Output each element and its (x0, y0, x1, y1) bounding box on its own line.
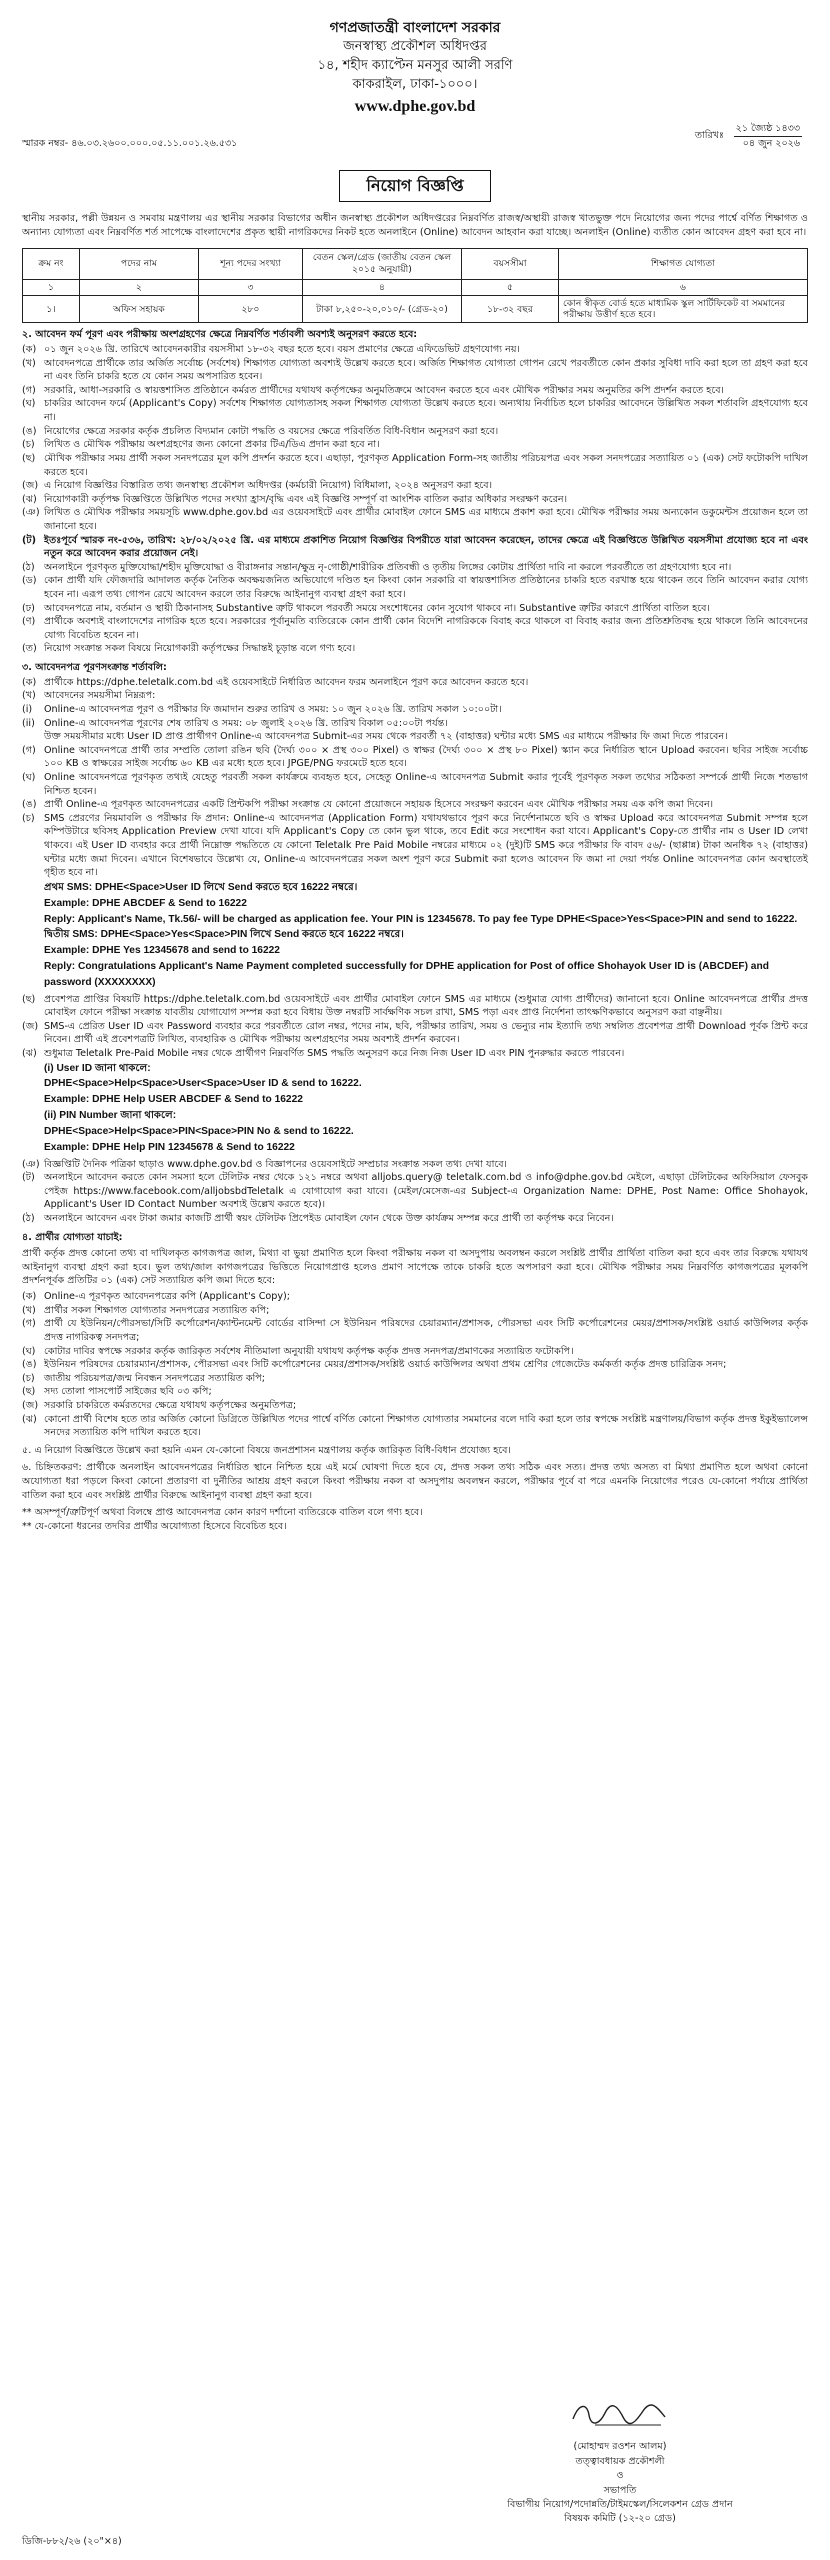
table-number-row (23, 279, 808, 295)
list-item (22, 574, 808, 601)
item-text: শুধুমাত্র Teletalk Pre-Paid Mobile নম্বর থেকে প্রার্থীগণ নিম্নবর্ণিত SMS পদ্ধতি অনুসরণ করে নিজ নিজ User ID এবং PIN পুনরুদ্ধার করতে পারবেন। (44, 1048, 625, 1060)
list-item (22, 1304, 808, 1318)
list-item (22, 438, 808, 452)
item-text: এ নিয়োগ বিজ্ঞপ্তির বিস্তারিত তথ্য জনস্বাস্থ্য প্রকৌশল অধিদপ্তর (কর্মচারী নিয়োগ) বিধিমালা, ২০২৪ অনুসরণ করা হবে। (44, 480, 493, 492)
item-number: (ঞ) (22, 1158, 40, 1170)
date-block (694, 122, 802, 150)
signature-block (470, 2395, 770, 2527)
item-number: (ঘ) (22, 1345, 36, 1357)
instruction-line: Example: DPHE ABCDEF & Send to 16222 (44, 897, 247, 909)
item-text: কোনো প্রার্থী বিশেষ হতে তার অর্জিত কোনো ডিগ্রিতে উল্লিখিত পদের পার্শ্বে বর্ণিত কোনো শিক্ষাগত যোগ্যতার সমমানের বলে দাবি করা হলে তার স্বপক্ষে সংশ্লিষ্ট মন্ত্রণালয়/বিভাগ কর্তৃক প্রদত্ত ইকুইভ্যালেন্স সনদের সত্যায়িত কপি দাখিল করতে হবে। (44, 1413, 808, 1439)
instruction-line: DPHE<Space>Help<Space>PIN<Space>PIN No & send to 16222. (44, 1125, 354, 1137)
item-text: অনলাইনে আবেদন এবং টাকা জমার কাজটি প্রার্থী স্বয়ং টেলিটক প্রিপেইড মোবাইল ফোন থেকে উক্ত কার্যক্রম সম্পন্ন করে প্রার্থী তা কর্তৃপক্ষ করে নিবেন। (44, 1212, 614, 1224)
item-text: আবেদনপত্রে প্রার্থীকে তার অর্জিত সর্বোচ্চ (সর্বশেষ) শিক্ষাগত যোগ্যতা অবশ্যই উল্লেখ করতে হবে। অর্জিত শিক্ষাগত যোগ্যতা গোপন রেখে পরবর্তীতে কোন প্রকার সুবিধা দাবি করা হলে তা গ্রহণ করা হবে না এবং তিনি চাকরি হতে যে কোন সময় অপসারিত হবেন। (44, 357, 808, 383)
list-item (22, 1020, 808, 1047)
list-item (22, 452, 808, 479)
section-4-list (22, 1290, 808, 1440)
instruction-line: DPHE<Space>Help<Space>User<Space>User ID & send to 16222. (44, 1078, 362, 1090)
cell-vacancy: ২৮০ (199, 295, 303, 322)
item-text: ইতঃপূর্বে স্মারক নং-৫৩৬, তারিখ: ২৮/০২/২০২৫ খ্রি. এর মাধ্যমে প্রকাশিত নিয়োগ বিজ্ঞপ্তির বিপরীতে যারা আবেদন করেছেন, তাদের ক্ষেত্রে এই বিজ্ঞপ্তিতে উল্লিখিত বয়সসীমা প্রযোজ্য হবে না এবং নতুন করে আবেদন করার প্রয়োজন নেই। (44, 534, 808, 560)
num-cell: ৩ (199, 279, 303, 295)
notice-title: নিয়োগ বিজ্ঞপ্তি (339, 170, 491, 202)
item-number: (ঞ) (22, 507, 40, 519)
col-age: বয়সসীমা (462, 248, 559, 279)
list-item (22, 1358, 808, 1372)
letterhead (22, 18, 808, 116)
list-item (22, 676, 808, 690)
signatory-name: (মোহাম্মদ রওশন আলম) (573, 2441, 667, 2453)
item-number: (ছ) (22, 452, 36, 464)
list-item (22, 425, 808, 439)
item-number: (ট) (22, 1172, 35, 1184)
instruction-line: Example: DPHE Help PIN 12345678 & Send to 16222 (44, 1141, 295, 1153)
item-number: (গ) (22, 744, 36, 756)
item-text: প্রার্থী যে ইউনিয়ন/পৌরসভা/সিটি কর্পোরেশন/ক্যান্টনমেন্ট বোর্ডের বাসিন্দা সে ইউনিয়ন পরিষদের চেয়ারম্যান/প্রশাসক, পৌরসভা এবং সিটি কর্পোরেশনের মেয়র/প্রশাসক/সংশ্লিষ্ট ওয়ার্ড কাউন্সিলর কর্তৃক প্রদত্ত নাগরিকত্ব সনদপত্র; (44, 1318, 808, 1343)
instruction-line: (ii) PIN Number জানা থাকলে: (44, 1110, 177, 1122)
committee-name: বিভাগীয় নিয়োগ/পদোন্নতি/টাইমস্কেল/সিলেকশন গ্রেড প্রদান (507, 2498, 733, 2510)
table-row (23, 295, 808, 322)
recovery-instructions (22, 1061, 808, 1156)
cell-serial: ১। (23, 295, 80, 322)
item-number: (ছ) (22, 1386, 36, 1398)
item-number: (জ) (22, 1399, 39, 1411)
item-text: নিয়োগকারী কর্তৃপক্ষ বিজ্ঞপ্তিতে উল্লিখিত পদের সংখ্যা হ্রাস/বৃদ্ধি এবং এই বিজ্ঞপ্তি সম্পূর্ণ বা আংশিক বাতিল করার অধিকার সংরক্ষণ করেন। (44, 493, 568, 505)
section-4-title: ৪. প্রার্থীর যোগ্যতা যাচাই: (22, 1231, 123, 1243)
signatory-and: ও (616, 2470, 624, 2482)
list-item (22, 1171, 808, 1212)
post-table (22, 248, 808, 324)
cell-qualification: কোন স্বীকৃত বোর্ড হতে মাধ্যমিক স্কুল সার্টিফিকেট বা সমমানের পরীক্ষায় উত্তীর্ণ হতে হবে। (559, 295, 808, 322)
list-item (22, 1290, 808, 1304)
num-cell: ৫ (462, 279, 559, 295)
signatory-role: সভাপতি (603, 2484, 637, 2496)
item-text: লিখিত ও মৌখিক পরীক্ষার সময়সূচি www.dphe.gov.bd এর ওয়েবসাইটে এবং প্রার্থীর মোবাইল ফোনে SMS এর মাধ্যমে প্রকাশ করা হবে। মৌখিক পরীক্ষার সময় অন্যকোন ডকুমেন্টস প্রয়োজন হলে তা জানানো হবে। (44, 507, 808, 532)
list-item (22, 1158, 808, 1172)
list-item (22, 1372, 808, 1386)
address-line-1: ১৪, শহীদ ক্যাপ্টেন মনসুর আলী সরণি (317, 58, 513, 74)
item-text: উক্ত সময়সীমার মধ্যে User ID প্রাপ্ত প্রার্থীগণ Online-এ আবেদনপত্র Submit-এর সময় থেকে পরবর্তী ৭২ (বাহাত্তর) ঘন্টার মধ্যে SMS এর মাধ্যমে পরীক্ষার ফি জমা দিতে পারবেন। (44, 731, 728, 743)
item-text: SMS প্রেরণের নিয়মাবলি ও পরীক্ষার ফি প্রদান: Online-এ আবেদনপত্র (Application Form) যথাযথভাবে পূরণ করে নির্দেশনামতে ছবি ও স্বাক্ষর Upload করে আবেদনপত্র Submit সম্পন্ন হলে কম্পিউটারে ছবিসহ Application Preview দেখা যাবে। যদি Applicant's Copy তে কোন ভুল থাকে, তবে Edit করে সংশোধন করা যাবে। Applicant's Copy-তে প্রার্থীর নাম ও User ID লেখা থাকবে। এই User ID ব্যবহার করে প্রার্থী নিম্নোক্ত পদ্ধতিতে যে কোনো Teletalk Pre Paid Mobile নম্বরের মাধ্যমে ০২ (দুই)টি SMS করে পরীক্ষার ফি বাবদ ৫৬/- (ছাপ্পান্ন) টাকা অনধিক ৭২ (বাহাত্তর) ঘন্টার মধ্যে জমা দিবেন। এখানে বিশেষভাবে উল্লেখ্য যে, Online-এ আবেদনপত্রের সকল অংশ পূরণ করে Submit করা হলেও আবেদন ফি জমা না দেয়া পর্যন্ত Online আবেদনপত্র কোন অবস্থাতেই গৃহীত হবে না। (44, 812, 808, 879)
section-3-list-3 (22, 1158, 808, 1226)
cell-post: অফিস সহায়ক (80, 295, 199, 322)
col-qualification: শিক্ষাগত যোগ্যতা (559, 248, 808, 279)
instruction-line: Reply: Applicant's Name, Tk.56/- will be charged as application fee. Your PIN is 12345678. To pay fee Type DPHE<Space>Yes<Space>PIN and send to 16222. (44, 913, 798, 925)
item-text: প্রার্থীকে অবশ্যই বাংলাদেশের নাগরিক হতে হবে। সরকারের পূর্বানুমতি ব্যতিরেকে কোন প্রার্থী কোন বিদেশি নাগরিককে বিবাহ করে থাকলে বা বিবাহ করার জন্য প্রতিশ্রুতিবদ্ধ হয়ে থাকলে তিনি আবেদনের যোগ্য বিবেচিত হবেন না। (44, 616, 808, 641)
item-text: অনলাইনে পূরণকৃত মুক্তিযোদ্ধা/শহীদ মুক্তিযোদ্ধা ও বীরাঙ্গনার সন্তান/ক্ষুদ্র নৃ-গোষ্ঠী/শারীরিক প্রতিবন্ধী ও তৃতীয় লিঙ্গের কোটায় প্রার্থিতা দাবি না করলে পরবর্তীতে তা গ্রহণযোগ্য হবে না। (44, 561, 732, 573)
col-post: পদের নাম (80, 248, 199, 279)
list-item (22, 534, 808, 561)
item-number: (ত) (22, 643, 37, 655)
committee-grade: বিষয়ক কমিটি (১২-২০ গ্রেড) (564, 2513, 676, 2525)
item-text: নিয়োগ সংক্রান্ত সকল বিষয়ে নিয়োগকারী কর্তৃপক্ষের সিদ্ধান্তই চূড়ান্ত বলে গণ্য হবে। (44, 643, 356, 655)
item-number: (ঘ) (22, 398, 36, 410)
instruction-line: Example: DPHE Help USER ABCDEF & Send to 16222 (44, 1094, 303, 1106)
instruction-line: দ্বিতীয় SMS: DPHE<Space>Yes<Space>PIN লিখে Send করতে হবে 16222 নম্বরে। (44, 929, 404, 941)
website: www.dphe.gov.bd (354, 97, 476, 115)
item-text: সরকারি চাকরিতে কর্মরতদের ক্ষেত্রে যথাযথ কর্তৃপক্ষের অনুমতিপত্র; (44, 1399, 297, 1411)
item-number: (গ) (22, 384, 36, 396)
num-cell: ৬ (559, 279, 808, 295)
item-number: (ঙ) (22, 425, 37, 437)
section-5: ৫. এ নিয়োগ বিজ্ঞপ্তিতে উল্লেখ করা হয়নি এমন যে-কোনো বিষয়ে জনপ্রশাসন মন্ত্রণালয় কর্তৃক জারিকৃত বিধি-বিধান প্রযোজ্য হবে। (22, 1444, 511, 1456)
col-vacancy: শূন্য পদের সংখ্যা (199, 248, 303, 279)
item-text: প্রার্থীর সকল শিক্ষাগত যোগ্যতার সনদপত্রের সত্যায়িত কপি; (44, 1304, 270, 1316)
list-item (22, 357, 808, 384)
item-number: (ট) (22, 534, 36, 546)
item-number: (ক) (22, 1291, 37, 1303)
item-text: Online-এ পূরণকৃত আবেদনপত্রের কপি (Applicant's Copy); (44, 1291, 291, 1303)
list-item (22, 703, 808, 717)
item-number: (ঠ) (22, 561, 35, 573)
item-text: প্রার্থীকে https://dphe.teletalk.com.bd এই ওয়েবসাইটে নির্ধারিত আবেদন ফরম অনলাইনে পূরণ করে আবেদন করতে হবে। (44, 676, 529, 688)
item-number: (জ) (22, 1020, 39, 1032)
list-item (22, 744, 808, 771)
list-item (22, 602, 808, 616)
item-number: (i) (22, 703, 33, 715)
item-text: প্রবেশপত্র প্রাপ্তির বিষয়টি https://dphe.teletalk.com.bd ওয়েবসাইটে এবং প্রার্থীর মোবাইল ফোনে SMS এর মাধ্যমে (শুধুমাত্র যোগ্য প্রার্থীদের) জানানো হবে। Online আবেদনপত্রে প্রার্থীর প্রদত্ত মোবাইল ফোনে পরীক্ষা সংক্রান্ত যাবতীয় যোগাযোগ সম্পন্ন করা হবে বিধায় উক্ত নম্বরটি সার্বক্ষণিক সচল রাখা, SMS পড়া এবং প্রাপ্ত নির্দেশনা তাৎক্ষণিকভাবে অনুসরণ করা বাঞ্ছনীয়। (44, 993, 808, 1019)
sms-instructions (22, 880, 808, 991)
list-item (22, 730, 808, 744)
list-item (22, 1399, 808, 1413)
list-item (22, 1413, 808, 1440)
note-1: ** অসম্পূর্ণ/ত্রুটিপূর্ণ অথবা বিলম্বে প্রাপ্ত আবেদনপত্র কোন কারণ দর্শানো ব্যতিরেকে বাতিল বলে গণ্য হবে। (22, 1507, 423, 1519)
list-item (22, 506, 808, 533)
date-bangla: ২১ জ্যৈষ্ঠ ১৪৩৩ (734, 122, 802, 137)
list-item (22, 642, 808, 656)
list-item (22, 812, 808, 880)
list-item (22, 343, 808, 357)
item-number: (চ) (22, 1372, 35, 1384)
footer-code: ডিজি-৮৮২/২৬ (২০"×৪) (22, 2536, 122, 2547)
item-number: (ক) (22, 344, 37, 356)
item-number: (ii) (22, 717, 35, 729)
signatory-title: তত্ত্বাবধায়ক প্রকৌশলী (575, 2455, 665, 2467)
item-text: আবেদনপত্রে নাম, বর্তমান ও স্থায়ী ঠিকানাসহ Substantive ত্রুটি থাকলে পরবর্তী সময়ে সংশোধনের কোন সুযোগ থাকবে না। Substantive ত্রুটির কারণে প্রার্থিতা বাতিল হবে। (44, 602, 710, 614)
list-item (22, 689, 808, 703)
instruction-line: প্রথম SMS: DPHE<Space>User ID লিখে Send করতে হবে 16222 নম্বরে। (44, 881, 358, 893)
cell-age: ১৮-৩২ বছর (462, 295, 559, 322)
cell-scale: টাকা ৮,২৫০-২০,০১০/- (গ্রেড-২০) (303, 295, 462, 322)
section-6: ৬. চিহ্নিতকরণ: প্রার্থীকে অনলাইন আবেদনপত্রের নির্ধারিত স্থানে নিশ্চিত হয়ে এই মর্মে ঘোষণা দিতে হবে যে, প্রদত্ত সকল তথ্য সঠিক এবং সত্য। প্রদত্ত তথ্য অসত্য বা মিথ্যা প্রমাণিত হলে অথবা কোনো অযোগ্যতা ধরা পড়লে কিংবা কোনো প্রতারণা বা দুর্নীতির আশ্রয় গ্রহণ করলে কিংবা পরীক্ষায় নকল বা অসদুপায় অবলম্বন করলে, পরীক্ষার পূর্বে বা পরে এমনকি নিয়োগের পরেও যে-কোনো পর্যায়ে প্রার্থিতা বাতিল করা হবে এবং সংশ্লিষ্ট প্রার্থীর বিরুদ্ধে আইনানুগ ব্যবস্থা গ্রহণ করা হবে। (22, 1462, 808, 1501)
list-item (22, 397, 808, 424)
item-text: ইউনিয়ন পরিষদের চেয়ারম্যান/প্রশাসক, পৌরসভা এবং সিটি কর্পোরেশনের মেয়র/প্রশাসক/সংশ্লিষ্ট ওয়ার্ড কাউন্সিলর অথবা প্রথম শ্রেণির গেজেটেড কর্মকর্তা কর্তৃক প্রদত্ত চারিত্রিক সনদ; (44, 1359, 727, 1371)
item-text: Online আবেদনপত্রে পূরণকৃত তথ্যই যেহেতু পরবর্তী সকল কার্যক্রমে ব্যবহৃত হবে, সেহেতু Online-এ আবেদনপত্র Submit করার পূর্বেই পূরণকৃত সকল তথ্যের সঠিকতা সম্পর্কে প্রার্থী নিজে শতভাগ নিশ্চিত হবেন। (44, 772, 808, 797)
item-number: (ঙ) (22, 1359, 37, 1371)
item-number: (ঘ) (22, 772, 36, 784)
item-text: অনলাইনে আবেদন করতে কোন সমস্যা হলে টেলিটক নম্বর থেকে ১২১ নম্বরে অথবা alljobs.query@ teletalk.com.bd ও info@dphe.gov.bd মেইলে, এছাড়া টেলিটকের অফিসিয়াল ফেসবুক পেইজ https://www.facebook.com/alljobsbdTeletalk এ যোগাযোগ করা যাবে। (মেইল/মেসেজ-এর Subject-এ Organization Name: DPHE, Post Name: Office Shohayok, Applicant's User ID Contact Number অবশ্যই উল্লেখ করতে হবে)। (44, 1172, 808, 1211)
item-number: (খ) (22, 357, 36, 369)
section-2-title: ২. আবেদন ফর্ম পূরণ এবং পরীক্ষায় অংশগ্রহণের ক্ষেত্রে নিম্নবর্ণিত শর্তাবলী অবশ্যই অনুসরণ করতে হবে: (22, 329, 418, 341)
job-circular-document (22, 18, 808, 1533)
item-text: বিজ্ঞপ্তিটি দৈনিক পত্রিকা ছাড়াও www.dphe.gov.bd ও বিজ্ঞাপনের ওয়েবসাইটে সম্প্রচার সংক্রান্ত সকল তথ্য দেখা যাবে। (44, 1158, 507, 1170)
address-line-2: কাকরাইল, ঢাকা-১০০০। (352, 76, 478, 92)
list-item (22, 479, 808, 493)
item-number: (গ) (22, 1318, 36, 1330)
memo-number: স্মারক নম্বর- ৪৬.০৩.২৬০০.০০০.০৫.১১.০০১.২৬.৫৩১ (22, 138, 238, 150)
note-2: ** যে-কোনো ধরনের তদবির প্রার্থীর অযোগ্যতা হিসেবে বিবেচিত হবে। (22, 1520, 287, 1532)
item-text: মৌখিক পরীক্ষার সময় প্রার্থী সকল সনদপত্রের মূল কপি প্রদর্শন করতে হবে। এছাড়া, পূরণকৃত Application Form-সহ জাতীয় পরিচয়পত্র এবং সকল সনদপত্রের সত্যায়িত ০১ (এক) সেট ফটোকপি দাখিল করতে হবে। (44, 452, 808, 478)
num-cell: ৪ (303, 279, 462, 295)
table-header-row (23, 248, 808, 279)
section-3-list (22, 676, 808, 880)
list-item (22, 798, 808, 812)
list-item (22, 493, 808, 507)
list-item (22, 1317, 808, 1344)
item-text: ০১ জুন ২০২৬ খ্রি. তারিখে আবেদনকারীর বয়সসীমা ১৮-৩২ বছর হতে হবে। বয়স প্রমাণের ক্ষেত্রে এফিডেভিট গ্রহণযোগ্য নয়। (44, 344, 520, 356)
item-number: (জ) (22, 480, 39, 492)
item-text: কোটার দাবির স্বপক্ষে সরকার কর্তৃক জারিকৃত সর্বশেষ নীতিমালা অনুযায়ী যথাযথ কর্তৃপক্ষ কর্তৃক প্রদত্ত সনদপত্র/প্রমাণকের সত্যায়িত ফটোকপি। (44, 1345, 574, 1357)
list-item (22, 993, 808, 1020)
list-item (22, 1385, 808, 1399)
section-3-list-2 (22, 993, 808, 1061)
item-text: প্রার্থী Online-এ পূরণকৃত আবেদনপত্রের একটি প্রিন্টকপি পরীক্ষা সংক্রান্ত যে কোনো প্রয়োজনে সহায়ক হিসেবে সংরক্ষণ করবেন এবং মৌখিক পরীক্ষার সময় এক কপি জমা দিবেন। (44, 799, 714, 811)
item-text: Online-এ আবেদনপত্র পূরণের শেষ তারিখ ও সময়: ০৮ জুলাই ২০২৬ খ্রি. তারিখ বিকাল ০৫:০০টা পর্যন্ত। (44, 717, 448, 729)
instruction-line: Example: DPHE Yes 12345678 and send to 16222 (44, 945, 280, 957)
item-number: (ণ) (22, 616, 36, 628)
item-number: (ক) (22, 676, 37, 688)
section-3-title: ৩. আবেদনপত্র পূরণসংক্রান্ত শর্তাবলি: (22, 662, 167, 674)
item-number: (চ) (22, 439, 35, 451)
item-text: চাকরির আবেদন ফর্মে (Applicant's Copy) সর্বশেষ শিক্ষাগত যোগ্যতাসহ সকল শিক্ষাগত যোগ্যতা উল্লেখ করতে হবে। অন্যথায় নির্বাচিত হলে চাকরির আবেদনে উল্লিখিত সকল শর্তাবলি গ্রহণযোগ্য হবে না। (44, 398, 808, 424)
list-item (22, 561, 808, 575)
item-number: (ঠ) (22, 1212, 35, 1224)
item-number: (ঢ) (22, 602, 35, 614)
item-text: জাতীয় পরিচয়পত্র/জন্ম নিবন্ধন সনদপত্রের সত্যায়িত কপি; (44, 1372, 266, 1384)
item-number: (খ) (22, 690, 36, 702)
num-cell: ২ (80, 279, 199, 295)
item-number (22, 730, 44, 744)
list-item (22, 717, 808, 731)
item-text: সদ্য তোলা পাসপোর্ট সাইজের ছবি ০৩ কপি; (44, 1386, 212, 1398)
section-4-intro: প্রার্থী কর্তৃক প্রদত্ত কোনো তথ্য বা দাখিলকৃত কাগজপত্র জাল, মিথ্যা বা ভুয়া প্রমাণিত হলে কিংবা পরীক্ষায় নকল বা অসদুপায় অবলম্বন করলে সংশ্লিষ্ট প্রার্থীর প্রার্থিতা বাতিল করা হবে এবং তার বিরুদ্ধে যথাযথ আইনানুগ ব্যবস্থা গ্রহণ করা হবে। ভুল তথ্য/জাল কাগজপত্রের ভিত্তিতে নিয়োগপ্রাপ্ত হলেও প্রমাণ সাপেক্ষে তাকে চাকরি হতে অপসারণ করা হবে। মৌখিক পরীক্ষার সময় নিম্নবর্ণিত কাগজপত্রের মূলকপি প্রদর্শনপূর্বক প্রতিটির ০১ (এক) সেট সত্যায়িত কপি জমা দিতে হবে: (22, 1248, 809, 1287)
date-english: ০৪ জুন ২০২৬ (742, 137, 800, 149)
col-serial: ক্রম নং (23, 248, 80, 279)
item-text: নিয়োগের ক্ষেত্রে সরকার কর্তৃক প্রচলিত বিদ্যমান কোটা পদ্ধতি ও বয়সের ক্ষেত্রে পরিবর্তিত বিধি-বিধান অনুসরণ করা হবে। (44, 425, 499, 437)
list-item (22, 1345, 808, 1359)
list-item (22, 384, 808, 398)
item-text: Online-এ আবেদনপত্র পূরণ ও পরীক্ষার ফি জমাদান শুরুর তারিখ ও সময়: ১০ জুন ২০২৬ খ্রি. তারিখ সকাল ১০:০০টা। (44, 703, 502, 715)
list-item (22, 1212, 808, 1226)
col-scale: বেতন স্কেল/গ্রেড (জাতীয় বেতন স্কেল ২০১৫ অনুযায়ী) (303, 248, 462, 279)
department-name: জনস্বাস্থ্য প্রকৌশল অধিদপ্তর (343, 39, 487, 55)
item-number: (ঙ) (22, 799, 37, 811)
list-item (22, 615, 808, 642)
date-label: তারিখঃ (694, 130, 724, 142)
section-2-list (22, 343, 808, 656)
num-cell: ১ (23, 279, 80, 295)
item-text: সরকারি, আধা-সরকারি ও স্বায়ত্তশাসিত প্রতিষ্ঠানে কর্মরত প্রার্থীদের যথাযথ কর্তৃপক্ষের অনুমতিক্রমে আবেদন করতে হবে এবং মৌখিক পরীক্ষার সময় অনুমতির কপি প্রদর্শন করতে হবে। (44, 384, 724, 396)
item-text: SMS-এ প্রেরিত User ID এবং Password ব্যবহার করে পরবর্তীতে রোল নম্বর, পদের নাম, ছবি, পরীক্ষার তারিখ, সময় ও ভেন্যুর নাম ইত্যাদি তথ্য সম্বলিত প্রবেশপত্র প্রার্থী Download পূর্বক প্রিন্ট করে নিবেন। প্রার্থী এই প্রবেশপত্রটি লিখিত, ব্যবহারিক ও মৌখিক পরীক্ষায় অংশগ্রহণের সময় অবশ্যই প্রদর্শন করবেন। (44, 1020, 808, 1046)
item-number: (ঝ) (22, 493, 37, 505)
instruction-line: (i) User ID জানা থাকলে: (44, 1062, 151, 1074)
intro-paragraph: স্থানীয় সরকার, পল্লী উন্নয়ন ও সমবায় মন্ত্রণালয় এর স্থানীয় সরকার বিভাগের অধীন জনস্বাস্থ্য প্রকৌশল অধিদপ্তরের নিম্নবর্ণিত রাজস্ব/অস্থায়ী রাজস্ব খাতভুক্ত পদে নিয়োগের জন্য পদের পার্শ্বে বর্ণিত শিক্ষাগত ও অন্যান্য যোগ্যতা এবং নিম্নবর্ণিত শর্ত সাপেক্ষে বাংলাদেশের প্রকৃত স্থায়ী নাগরিকদের নিকট হতে অনলাইনে (Online) আবেদন আহবান করা যাচ্ছে। অনলাইন (Online) ব্যতীত কোন আবেদন গ্রহণ করা হবে না। (22, 212, 808, 238)
item-text: লিখিত ও মৌখিক পরীক্ষায় অংশগ্রহণের জন্য কোনো প্রকার টিএ/ডিএ প্রদান করা হবে না। (44, 439, 380, 451)
signature-image (565, 2395, 675, 2435)
item-number: (ঝ) (22, 1413, 37, 1425)
memo-row (22, 122, 808, 168)
instruction-line: Reply: Congratulations Applicant's Name Payment completed successfully for DPHE application for Post of office Shohayok User ID is (ABCDEF) and password (XXXXXXXX) (44, 960, 769, 988)
gov-name: গণপ্রজাতন্ত্রী বাংলাদেশ সরকার (329, 20, 501, 36)
list-item (22, 1047, 808, 1061)
item-text: Online আবেদনপত্রে প্রার্থী তার সম্প্রতি তোলা রঙিন ছবি (দৈর্ঘ্য ৩০০ × প্রস্থ ৩০০ Pixel) ও স্বাক্ষর (দৈর্ঘ্য ৩০০ × প্রস্থ ৮০ Pixel) স্ক্যান করে নির্ধারিত স্থানে Upload করবেন। ছবির সাইজ সর্বোচ্চ ১০০ KB ও স্বাক্ষরের সাইজ সর্বোচ্চ ৬০ KB এর মধ্যে হতে হবে। JPGE/PNG ফরমেটে হতে হবে। (44, 744, 808, 770)
list-item (22, 771, 808, 798)
item-text: কোন প্রার্থী যদি ফৌজদারি আদালত কর্তৃক নৈতিক অবক্ষয়জনিত অভিযোগে দণ্ডিত হন কিংবা কোন সরকারি বা স্বায়ত্তশাসিত প্রতিষ্ঠানের চাকরি হতে বরখাস্ত হয়ে থাকেন তবে তিনি আবেদন করার যোগ্য হবেন না। এরূপ তথ্য গোপন রেখে আবেদন করলে তার বিরুদ্ধে আইনানুগ ব্যবস্থা গ্রহণ করা হবে। (44, 575, 808, 600)
item-number: (চ) (22, 812, 35, 824)
item-number: (ছ) (22, 993, 36, 1005)
item-number: (ঝ) (22, 1048, 37, 1060)
item-number: (খ) (22, 1304, 36, 1316)
item-number: (ড) (22, 575, 37, 587)
item-text: আবেদনের সময়সীমা নিম্নরূপ: (44, 690, 156, 702)
